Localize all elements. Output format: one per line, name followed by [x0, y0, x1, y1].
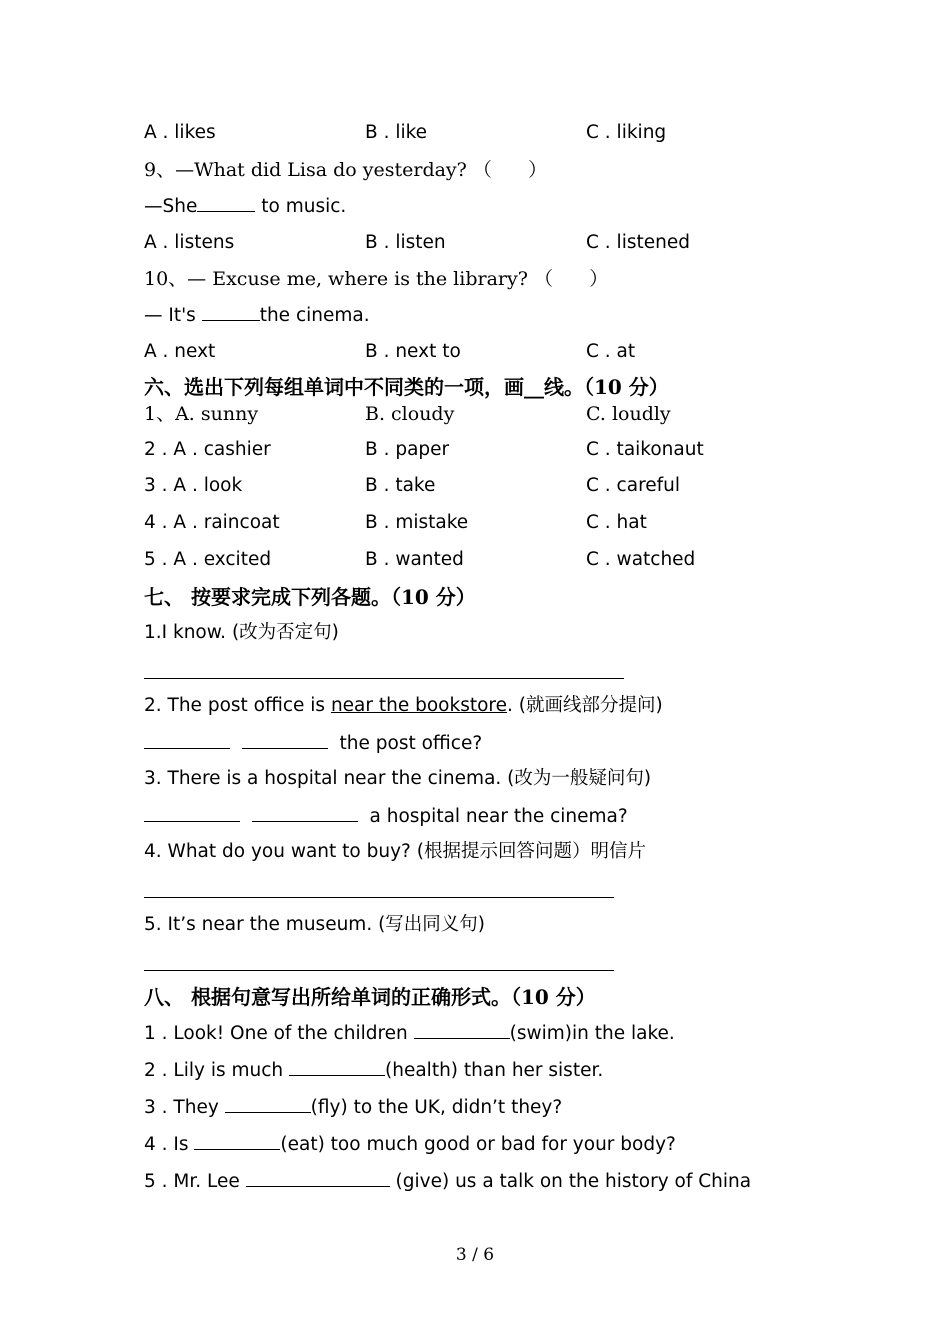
section6-title: 六、选出下列每组单词中不同类的一项，画__线。（10 分） [144, 375, 669, 399]
s7-q1-answer-line [144, 678, 624, 679]
q9-option-b: B . listen [365, 232, 446, 253]
s8-item-3-post: (fly) to the UK, didn’t they? [310, 1097, 563, 1118]
s7-q2-pre: 2. The post office is [144, 695, 331, 716]
s7-q4-answer-line [144, 897, 614, 898]
s7-q2-answer-tail: the post office? [339, 733, 483, 754]
q10-option-c: C . at [586, 341, 636, 362]
s8-item-1-post: (swim)in the lake. [509, 1023, 675, 1044]
s6-row3-b: B . take [365, 475, 436, 496]
page-number: 3 / 6 [455, 1245, 495, 1265]
q10-option-a: A . next [144, 341, 216, 362]
s7-q2-answer [144, 735, 482, 754]
q10-option-b: B . next to [365, 341, 461, 362]
s8-item-4-blank [194, 1148, 280, 1150]
s7-q2 [144, 697, 663, 716]
s8-item-2-blank [289, 1074, 385, 1076]
s6-row5-a: 5 . A . excited [144, 549, 272, 570]
s7-q2-blank-1 [144, 747, 230, 749]
s7-q4: 4. What do you want to buy? (根据提示回答问题）明信片 [144, 841, 646, 862]
q9-blank [197, 210, 255, 212]
q9-prompt [144, 198, 346, 217]
q10-prompt-post: the cinema. [259, 305, 370, 326]
s8-item-1-blank [414, 1037, 510, 1039]
s8-item-5-pre: 5 . Mr. Lee [144, 1171, 246, 1192]
s7-q3-answer [144, 808, 628, 827]
s6-row1-c: C. loudly [586, 403, 671, 425]
q8-option-c: C . liking [586, 122, 667, 143]
s8-item-3-blank [225, 1111, 311, 1113]
q9-prompt-post: to music. [255, 196, 347, 217]
s6-row3-c: C . careful [586, 475, 681, 496]
s6-row1-b: B. cloudy [365, 403, 455, 425]
q9-option-c: C . listened [586, 232, 690, 253]
s6-row3-a: 3 . A . look [144, 475, 243, 496]
s6-row4-b: B . mistake [365, 512, 469, 533]
section7-title: 七、 按要求完成下列各题。（10 分） [144, 585, 476, 609]
s8-item-1 [144, 1025, 675, 1044]
s8-item-3-pre: 3 . They [144, 1097, 225, 1118]
q8-option-b: B . like [365, 122, 428, 143]
q9-prompt-pre: —She [144, 196, 198, 217]
s7-q2-blank-2 [242, 747, 328, 749]
s6-row1-a: 1、A. sunny [144, 403, 259, 425]
s7-q2-post: . (就画线部分提问) [507, 695, 663, 716]
s6-row4-a: 4 . A . raincoat [144, 512, 280, 533]
s8-item-2-pre: 2 . Lily is much [144, 1060, 290, 1081]
s6-row2-b: B . paper [365, 439, 450, 460]
s8-item-4-pre: 4 . Is [144, 1134, 195, 1155]
s8-item-5-blank [246, 1185, 390, 1187]
s8-item-1-pre: 1 . Look! One of the children [144, 1023, 414, 1044]
s8-item-2-post: (health) than her sister. [385, 1060, 604, 1081]
q8-option-a: A . likes [144, 122, 216, 143]
s7-q3-answer-tail: a hospital near the cinema? [369, 806, 628, 827]
s7-q2-underlined: near the bookstore [330, 695, 508, 716]
s8-item-4-post: (eat) too much good or bad for your body? [280, 1134, 676, 1155]
q10-question: 10、— Excuse me, where is the library? （ ） [144, 268, 609, 290]
q9-option-a: A . listens [144, 232, 235, 253]
s7-q1: 1.I know. (改为否定句) [144, 622, 339, 643]
s6-row4-c: C . hat [586, 512, 647, 533]
s8-item-5-post: (give) us a talk on the history of China [389, 1171, 752, 1192]
s7-q3-blank-2 [252, 820, 358, 822]
q10-prompt-pre: — It's [144, 305, 202, 326]
q10-prompt [144, 307, 370, 326]
section8-title: 八、 根据句意写出所给单词的正确形式。（10 分） [144, 985, 596, 1009]
s8-item-3 [144, 1099, 562, 1118]
s6-row2-a: 2 . A . cashier [144, 439, 271, 460]
s7-q5: 5. It’s near the museum. (写出同义句) [144, 914, 486, 935]
s7-q5-answer-line [144, 970, 614, 971]
s6-row5-c: C . watched [586, 549, 696, 570]
q10-blank [202, 319, 260, 321]
q9-question: 9、—What did Lisa do yesterday? （ ） [144, 159, 548, 181]
s8-item-5 [144, 1173, 751, 1192]
s6-row5-b: B . wanted [365, 549, 464, 570]
s8-item-4 [144, 1136, 676, 1155]
s6-row2-c: C . taikonaut [586, 439, 704, 460]
s7-q3-blank-1 [144, 820, 240, 822]
s7-q3: 3. There is a hospital near the cinema. (改为一般疑问句) [144, 768, 652, 789]
s8-item-2 [144, 1062, 603, 1081]
